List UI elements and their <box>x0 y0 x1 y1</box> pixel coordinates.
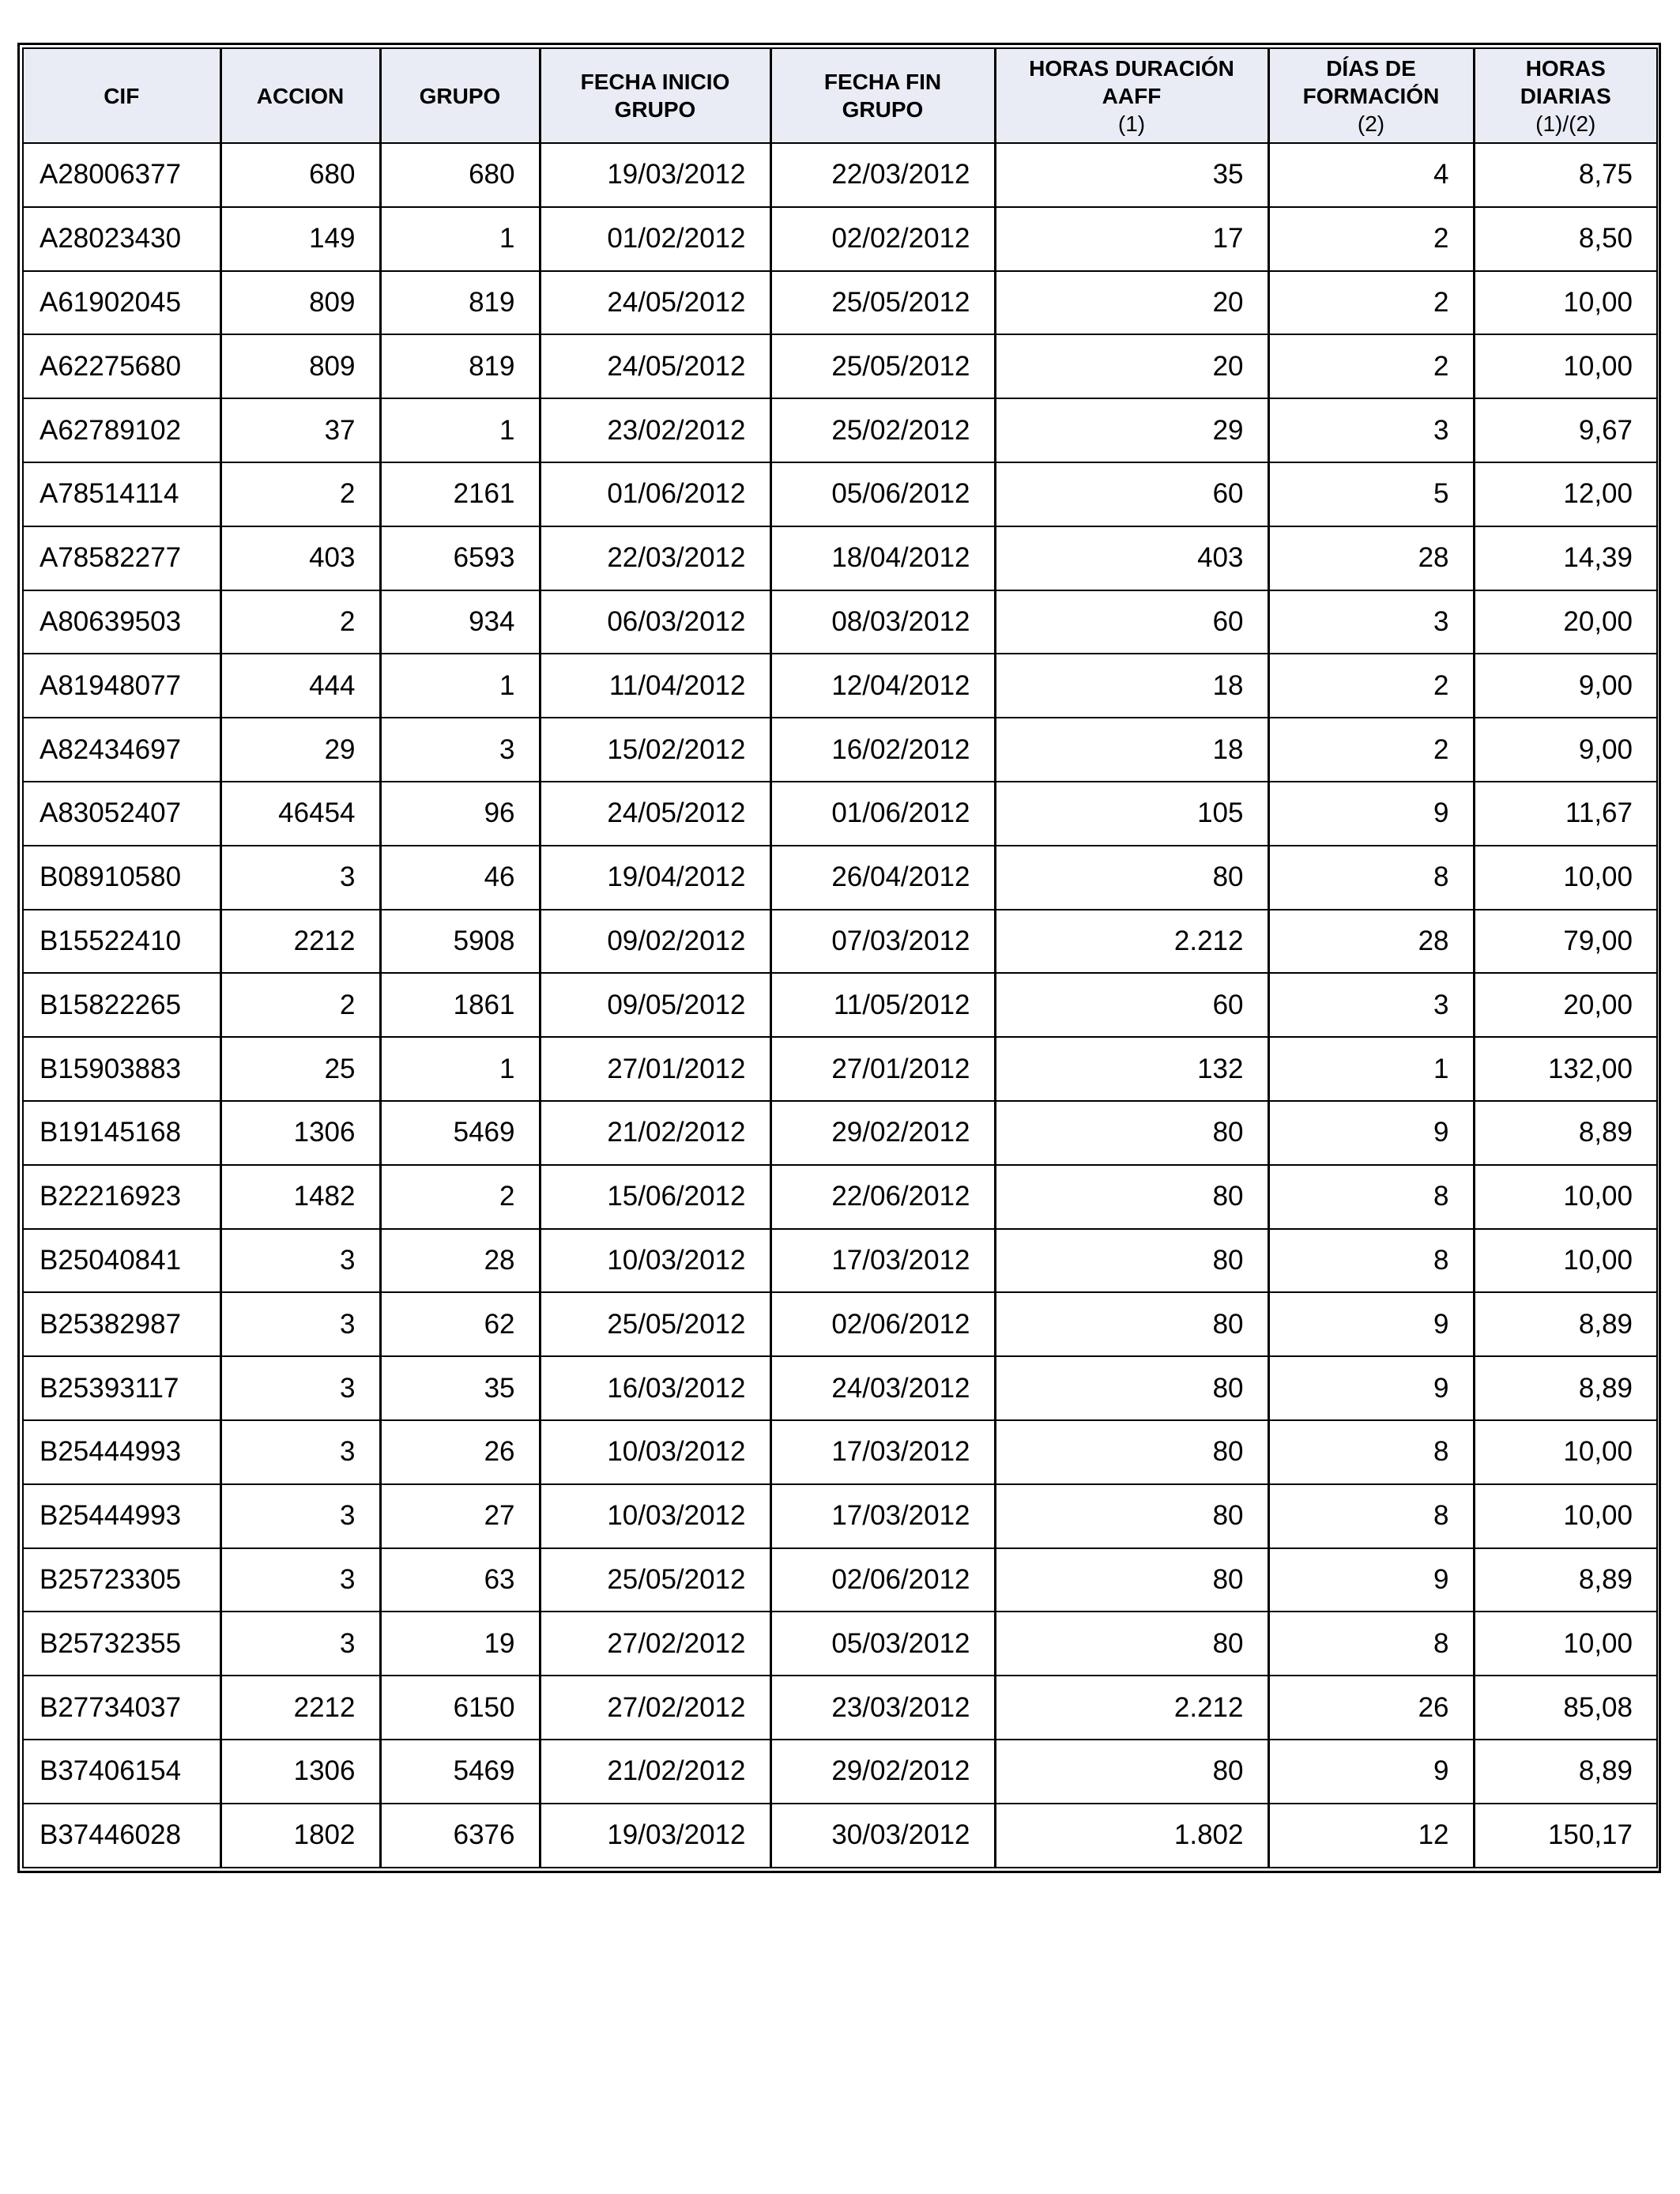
horas-duracion-cell: 35 <box>995 143 1268 207</box>
accion-cell: 1306 <box>220 1740 380 1804</box>
horas-diarias-cell: 10,00 <box>1474 1420 1657 1484</box>
fecha-inicio-cell: 15/02/2012 <box>540 718 770 782</box>
accion-cell: 3 <box>220 1484 380 1548</box>
dias-formacion-cell: 3 <box>1268 398 1474 462</box>
cif-cell: A78582277 <box>23 526 220 590</box>
table-row <box>23 1229 1657 1293</box>
fecha-fin-cell: 27/01/2012 <box>770 1037 995 1101</box>
header-sub: (1) <box>1117 111 1146 136</box>
header-label: HORAS DIARIAS <box>1520 55 1611 108</box>
table-row <box>23 718 1657 782</box>
accion-cell: 444 <box>220 654 380 718</box>
fecha-fin-cell: 24/03/2012 <box>770 1356 995 1420</box>
grupo-cell: 6150 <box>380 1676 540 1740</box>
horas-diarias-cell: 10,00 <box>1474 1612 1657 1676</box>
accion-cell: 403 <box>220 526 380 590</box>
header-label: CIF <box>104 83 140 108</box>
horas-diarias-cell: 12,00 <box>1474 462 1657 526</box>
horas-duracion-cell: 80 <box>995 846 1268 910</box>
table-row <box>23 973 1657 1037</box>
fecha-fin-cell: 16/02/2012 <box>770 718 995 782</box>
grupo-cell: 3 <box>380 718 540 782</box>
horas-duracion-cell: 60 <box>995 462 1268 526</box>
dias-formacion-cell: 8 <box>1268 1420 1474 1484</box>
fecha-inicio-cell: 25/05/2012 <box>540 1292 770 1356</box>
table-row <box>23 1101 1657 1165</box>
dias-formacion-cell: 8 <box>1268 1484 1474 1548</box>
horas-diarias-cell: 132,00 <box>1474 1037 1657 1101</box>
accion-cell: 3 <box>220 1612 380 1676</box>
dias-formacion-cell: 2 <box>1268 654 1474 718</box>
accion-cell: 2212 <box>220 1676 380 1740</box>
horas-diarias-cell: 85,08 <box>1474 1676 1657 1740</box>
cif-cell: B08910580 <box>23 846 220 910</box>
grupo-cell: 5469 <box>380 1101 540 1165</box>
cif-cell: B25040841 <box>23 1229 220 1293</box>
fecha-fin-cell: 29/02/2012 <box>770 1101 995 1165</box>
fecha-inicio-cell: 06/03/2012 <box>540 590 770 654</box>
horas-duracion-cell: 17 <box>995 207 1268 271</box>
cif-cell: A61902045 <box>23 271 220 335</box>
grupo-cell: 1 <box>380 207 540 271</box>
horas-duracion-cell: 80 <box>995 1740 1268 1804</box>
fecha-inicio-cell: 27/02/2012 <box>540 1612 770 1676</box>
cif-cell: B25723305 <box>23 1548 220 1612</box>
fecha-inicio-cell: 25/05/2012 <box>540 1548 770 1612</box>
fecha-inicio-cell: 10/03/2012 <box>540 1420 770 1484</box>
grupo-cell: 62 <box>380 1292 540 1356</box>
fecha-inicio-cell: 01/06/2012 <box>540 462 770 526</box>
table-body <box>23 143 1657 1868</box>
header-horas-duracion <box>995 48 1268 143</box>
grupo-cell: 819 <box>380 271 540 335</box>
fecha-inicio-cell: 21/02/2012 <box>540 1740 770 1804</box>
horas-duracion-cell: 403 <box>995 526 1268 590</box>
horas-duracion-cell: 18 <box>995 654 1268 718</box>
fecha-inicio-cell: 11/04/2012 <box>540 654 770 718</box>
cif-cell: A62275680 <box>23 334 220 398</box>
table-row <box>23 590 1657 654</box>
cif-cell: B25444993 <box>23 1420 220 1484</box>
horas-diarias-cell: 10,00 <box>1474 334 1657 398</box>
fecha-fin-cell: 12/04/2012 <box>770 654 995 718</box>
fecha-inicio-cell: 24/05/2012 <box>540 271 770 335</box>
fecha-fin-cell: 02/06/2012 <box>770 1292 995 1356</box>
fecha-inicio-cell: 10/03/2012 <box>540 1484 770 1548</box>
fecha-fin-cell: 26/04/2012 <box>770 846 995 910</box>
grupo-cell: 5469 <box>380 1740 540 1804</box>
accion-cell: 809 <box>220 271 380 335</box>
training-groups-table <box>22 47 1658 1868</box>
dias-formacion-cell: 12 <box>1268 1804 1474 1868</box>
grupo-cell: 96 <box>380 782 540 846</box>
table-row <box>23 271 1657 335</box>
fecha-inicio-cell: 24/05/2012 <box>540 334 770 398</box>
grupo-cell: 680 <box>380 143 540 207</box>
table-row <box>23 1420 1657 1484</box>
accion-cell: 2 <box>220 973 380 1037</box>
horas-diarias-cell: 20,00 <box>1474 973 1657 1037</box>
dias-formacion-cell: 3 <box>1268 973 1474 1037</box>
accion-cell: 3 <box>220 1548 380 1612</box>
accion-cell: 37 <box>220 398 380 462</box>
horas-duracion-cell: 2.212 <box>995 910 1268 974</box>
grupo-cell: 19 <box>380 1612 540 1676</box>
fecha-inicio-cell: 24/05/2012 <box>540 782 770 846</box>
dias-formacion-cell: 28 <box>1268 910 1474 974</box>
table-row <box>23 143 1657 207</box>
horas-duracion-cell: 80 <box>995 1229 1268 1293</box>
horas-diarias-cell: 9,67 <box>1474 398 1657 462</box>
accion-cell: 3 <box>220 1420 380 1484</box>
fecha-inicio-cell: 19/03/2012 <box>540 1804 770 1868</box>
accion-cell: 3 <box>220 1229 380 1293</box>
table-row <box>23 654 1657 718</box>
dias-formacion-cell: 8 <box>1268 1612 1474 1676</box>
table-row <box>23 526 1657 590</box>
horas-duracion-cell: 80 <box>995 1484 1268 1548</box>
horas-duracion-cell: 60 <box>995 973 1268 1037</box>
grupo-cell: 5908 <box>380 910 540 974</box>
grupo-cell: 934 <box>380 590 540 654</box>
fecha-inicio-cell: 27/02/2012 <box>540 1676 770 1740</box>
horas-diarias-cell: 10,00 <box>1474 1484 1657 1548</box>
fecha-fin-cell: 25/05/2012 <box>770 334 995 398</box>
header-label: FECHA INICIO GRUPO <box>580 70 730 122</box>
horas-diarias-cell: 14,39 <box>1474 526 1657 590</box>
accion-cell: 29 <box>220 718 380 782</box>
cif-cell: A28023430 <box>23 207 220 271</box>
horas-diarias-cell: 20,00 <box>1474 590 1657 654</box>
fecha-inicio-cell: 09/02/2012 <box>540 910 770 974</box>
grupo-cell: 35 <box>380 1356 540 1420</box>
horas-duracion-cell: 2.212 <box>995 1676 1268 1740</box>
fecha-inicio-cell: 27/01/2012 <box>540 1037 770 1101</box>
grupo-cell: 1 <box>380 654 540 718</box>
accion-cell: 2 <box>220 462 380 526</box>
cif-cell: B25732355 <box>23 1612 220 1676</box>
grupo-cell: 1861 <box>380 973 540 1037</box>
horas-diarias-cell: 8,75 <box>1474 143 1657 207</box>
fecha-fin-cell: 01/06/2012 <box>770 782 995 846</box>
fecha-fin-cell: 22/06/2012 <box>770 1165 995 1229</box>
dias-formacion-cell: 9 <box>1268 1740 1474 1804</box>
accion-cell: 809 <box>220 334 380 398</box>
fecha-fin-cell: 23/03/2012 <box>770 1676 995 1740</box>
horas-duracion-cell: 80 <box>995 1292 1268 1356</box>
cif-cell: B37446028 <box>23 1804 220 1868</box>
accion-cell: 3 <box>220 1356 380 1420</box>
header-fecha-inicio <box>540 48 770 143</box>
table-header-row <box>23 48 1657 143</box>
table-row <box>23 1548 1657 1612</box>
grupo-cell: 2 <box>380 1165 540 1229</box>
fecha-fin-cell: 17/03/2012 <box>770 1420 995 1484</box>
dias-formacion-cell: 9 <box>1268 1292 1474 1356</box>
grupo-cell: 46 <box>380 846 540 910</box>
cif-cell: A62789102 <box>23 398 220 462</box>
cif-cell: B25382987 <box>23 1292 220 1356</box>
horas-diarias-cell: 10,00 <box>1474 1229 1657 1293</box>
header-label: FECHA FIN GRUPO <box>823 70 942 122</box>
fecha-inicio-cell: 10/03/2012 <box>540 1229 770 1293</box>
fecha-fin-cell: 11/05/2012 <box>770 973 995 1037</box>
header-label: GRUPO <box>419 83 501 108</box>
header-grupo <box>380 48 540 143</box>
fecha-inicio-cell: 19/04/2012 <box>540 846 770 910</box>
horas-duracion-cell: 29 <box>995 398 1268 462</box>
grupo-cell: 1 <box>380 1037 540 1101</box>
horas-diarias-cell: 10,00 <box>1474 1165 1657 1229</box>
fecha-fin-cell: 29/02/2012 <box>770 1740 995 1804</box>
data-table-frame <box>17 43 1661 1873</box>
fecha-fin-cell: 30/03/2012 <box>770 1804 995 1868</box>
horas-diarias-cell: 8,89 <box>1474 1292 1657 1356</box>
cif-cell: A80639503 <box>23 590 220 654</box>
cif-cell: A28006377 <box>23 143 220 207</box>
fecha-fin-cell: 05/06/2012 <box>770 462 995 526</box>
accion-cell: 1482 <box>220 1165 380 1229</box>
horas-diarias-cell: 8,89 <box>1474 1548 1657 1612</box>
table-row <box>23 207 1657 271</box>
cif-cell: B25444993 <box>23 1484 220 1548</box>
horas-duracion-cell: 60 <box>995 590 1268 654</box>
horas-duracion-cell: 20 <box>995 334 1268 398</box>
fecha-fin-cell: 05/03/2012 <box>770 1612 995 1676</box>
grupo-cell: 1 <box>380 398 540 462</box>
fecha-fin-cell: 18/04/2012 <box>770 526 995 590</box>
header-dias-formacion <box>1268 48 1474 143</box>
table-row <box>23 1740 1657 1804</box>
dias-formacion-cell: 8 <box>1268 1229 1474 1293</box>
horas-diarias-cell: 8,89 <box>1474 1740 1657 1804</box>
grupo-cell: 819 <box>380 334 540 398</box>
table-row <box>23 462 1657 526</box>
cif-cell: B22216923 <box>23 1165 220 1229</box>
horas-diarias-cell: 79,00 <box>1474 910 1657 974</box>
table-row <box>23 910 1657 974</box>
header-sub: (1)/(2) <box>1535 111 1596 136</box>
horas-duracion-cell: 1.802 <box>995 1804 1268 1868</box>
fecha-inicio-cell: 23/02/2012 <box>540 398 770 462</box>
fecha-inicio-cell: 09/05/2012 <box>540 973 770 1037</box>
table-row <box>23 334 1657 398</box>
dias-formacion-cell: 9 <box>1268 1548 1474 1612</box>
header-accion <box>220 48 380 143</box>
cif-cell: B15822265 <box>23 973 220 1037</box>
accion-cell: 2 <box>220 590 380 654</box>
table-row <box>23 782 1657 846</box>
table-row <box>23 846 1657 910</box>
horas-diarias-cell: 10,00 <box>1474 271 1657 335</box>
horas-diarias-cell: 9,00 <box>1474 654 1657 718</box>
cif-cell: B15522410 <box>23 910 220 974</box>
cif-cell: B27734037 <box>23 1676 220 1740</box>
fecha-fin-cell: 25/05/2012 <box>770 271 995 335</box>
dias-formacion-cell: 1 <box>1268 1037 1474 1101</box>
header-sub: (2) <box>1357 111 1385 136</box>
dias-formacion-cell: 5 <box>1268 462 1474 526</box>
fecha-inicio-cell: 21/02/2012 <box>540 1101 770 1165</box>
dias-formacion-cell: 3 <box>1268 590 1474 654</box>
horas-diarias-cell: 150,17 <box>1474 1804 1657 1868</box>
horas-diarias-cell: 8,89 <box>1474 1356 1657 1420</box>
horas-duracion-cell: 105 <box>995 782 1268 846</box>
accion-cell: 149 <box>220 207 380 271</box>
dias-formacion-cell: 9 <box>1268 782 1474 846</box>
dias-formacion-cell: 8 <box>1268 846 1474 910</box>
header-label: HORAS DURACIÓN AAFF <box>1029 55 1234 108</box>
grupo-cell: 26 <box>380 1420 540 1484</box>
table-row <box>23 1484 1657 1548</box>
cif-cell: B15903883 <box>23 1037 220 1101</box>
accion-cell: 3 <box>220 1292 380 1356</box>
fecha-inicio-cell: 19/03/2012 <box>540 143 770 207</box>
table-row <box>23 1804 1657 1868</box>
fecha-inicio-cell: 22/03/2012 <box>540 526 770 590</box>
header-label: ACCION <box>256 83 345 108</box>
fecha-fin-cell: 25/02/2012 <box>770 398 995 462</box>
cif-cell: B19145168 <box>23 1101 220 1165</box>
dias-formacion-cell: 28 <box>1268 526 1474 590</box>
horas-diarias-cell: 9,00 <box>1474 718 1657 782</box>
grupo-cell: 27 <box>380 1484 540 1548</box>
dias-formacion-cell: 4 <box>1268 143 1474 207</box>
accion-cell: 46454 <box>220 782 380 846</box>
horas-diarias-cell: 8,89 <box>1474 1101 1657 1165</box>
cif-cell: A83052407 <box>23 782 220 846</box>
table-row <box>23 1676 1657 1740</box>
dias-formacion-cell: 9 <box>1268 1101 1474 1165</box>
table-row <box>23 1612 1657 1676</box>
cif-cell: B25393117 <box>23 1356 220 1420</box>
grupo-cell: 6376 <box>380 1804 540 1868</box>
horas-duracion-cell: 80 <box>995 1356 1268 1420</box>
fecha-inicio-cell: 15/06/2012 <box>540 1165 770 1229</box>
cif-cell: A82434697 <box>23 718 220 782</box>
horas-diarias-cell: 10,00 <box>1474 846 1657 910</box>
header-cif <box>23 48 220 143</box>
dias-formacion-cell: 9 <box>1268 1356 1474 1420</box>
table-row <box>23 398 1657 462</box>
accion-cell: 25 <box>220 1037 380 1101</box>
horas-diarias-cell: 11,67 <box>1474 782 1657 846</box>
cif-cell: A78514114 <box>23 462 220 526</box>
fecha-fin-cell: 08/03/2012 <box>770 590 995 654</box>
table-row <box>23 1356 1657 1420</box>
horas-duracion-cell: 80 <box>995 1612 1268 1676</box>
accion-cell: 680 <box>220 143 380 207</box>
dias-formacion-cell: 2 <box>1268 334 1474 398</box>
fecha-fin-cell: 17/03/2012 <box>770 1229 995 1293</box>
fecha-fin-cell: 07/03/2012 <box>770 910 995 974</box>
table-row <box>23 1292 1657 1356</box>
grupo-cell: 6593 <box>380 526 540 590</box>
horas-duracion-cell: 80 <box>995 1101 1268 1165</box>
horas-duracion-cell: 132 <box>995 1037 1268 1101</box>
table-row <box>23 1037 1657 1101</box>
header-fecha-fin <box>770 48 995 143</box>
fecha-fin-cell: 02/02/2012 <box>770 207 995 271</box>
grupo-cell: 63 <box>380 1548 540 1612</box>
fecha-fin-cell: 17/03/2012 <box>770 1484 995 1548</box>
header-horas-diarias <box>1474 48 1657 143</box>
horas-duracion-cell: 80 <box>995 1420 1268 1484</box>
fecha-inicio-cell: 16/03/2012 <box>540 1356 770 1420</box>
dias-formacion-cell: 2 <box>1268 271 1474 335</box>
cif-cell: A81948077 <box>23 654 220 718</box>
table-row <box>23 1165 1657 1229</box>
fecha-fin-cell: 22/03/2012 <box>770 143 995 207</box>
accion-cell: 3 <box>220 846 380 910</box>
dias-formacion-cell: 26 <box>1268 1676 1474 1740</box>
horas-duracion-cell: 20 <box>995 271 1268 335</box>
grupo-cell: 2161 <box>380 462 540 526</box>
cif-cell: B37406154 <box>23 1740 220 1804</box>
horas-duracion-cell: 18 <box>995 718 1268 782</box>
fecha-inicio-cell: 01/02/2012 <box>540 207 770 271</box>
accion-cell: 1802 <box>220 1804 380 1868</box>
accion-cell: 2212 <box>220 910 380 974</box>
dias-formacion-cell: 8 <box>1268 1165 1474 1229</box>
grupo-cell: 28 <box>380 1229 540 1293</box>
horas-duracion-cell: 80 <box>995 1548 1268 1612</box>
horas-duracion-cell: 80 <box>995 1165 1268 1229</box>
accion-cell: 1306 <box>220 1101 380 1165</box>
horas-diarias-cell: 8,50 <box>1474 207 1657 271</box>
dias-formacion-cell: 2 <box>1268 207 1474 271</box>
fecha-fin-cell: 02/06/2012 <box>770 1548 995 1612</box>
dias-formacion-cell: 2 <box>1268 718 1474 782</box>
header-label: DÍAS DE FORMACIÓN <box>1302 55 1440 108</box>
